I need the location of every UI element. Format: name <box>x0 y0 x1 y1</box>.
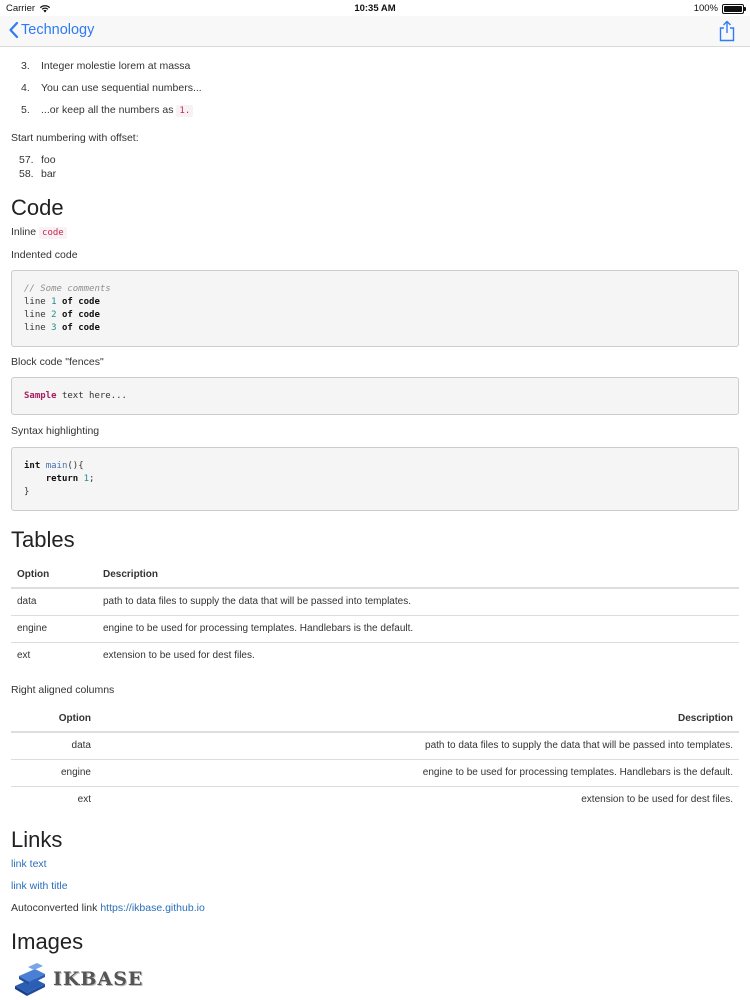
inline-code-line: Inline code <box>11 225 739 240</box>
column-header-option: Option <box>11 561 97 588</box>
autoconverted-link[interactable]: https://ikbase.github.io <box>100 902 205 914</box>
table-row: ext extension to be used for dest files. <box>11 642 739 669</box>
ordered-list <box>11 59 739 125</box>
status-bar <box>0 0 750 16</box>
navigation-bar <box>0 16 750 47</box>
list-item: 58. bar <box>19 168 57 180</box>
share-icon[interactable] <box>718 20 736 42</box>
article-content <box>11 47 739 1000</box>
table-row: engine engine to be used for processing templates. Handlebars is the default. <box>11 759 739 786</box>
offset-list <box>11 153 739 181</box>
heading-tables: Tables <box>11 527 75 552</box>
heading-code: Code <box>11 195 64 220</box>
battery-percent: 100% <box>693 3 718 14</box>
column-header-description: Description <box>97 705 739 732</box>
list-item: 57. foo <box>19 154 56 166</box>
status-time: 10:35 AM <box>354 3 396 14</box>
inline-code: 1. <box>176 105 193 117</box>
indented-code-label: Indented code <box>11 249 78 261</box>
table-header-row <box>11 561 739 588</box>
back-button-label: Technology <box>21 22 95 38</box>
list-item: 4. You can use sequential numbers... <box>21 82 202 94</box>
syntax-code-block: int main(){ return 1; } <box>11 447 739 511</box>
ikbase-logo-text: IKBASE <box>53 968 144 990</box>
autoconverted-link-line: Autoconverted link https://ikbase.github.io <box>11 902 205 914</box>
status-right <box>694 3 744 14</box>
carrier-label: Carrier <box>6 3 36 14</box>
right-aligned-label: Right aligned columns <box>11 684 115 696</box>
ikbase-logo-image <box>11 961 739 997</box>
link-text[interactable]: link text <box>11 858 47 870</box>
options-table <box>11 561 739 669</box>
chevron-left-icon <box>8 21 19 39</box>
syntax-highlight-label: Syntax highlighting <box>11 425 100 437</box>
battery-icon <box>722 4 744 14</box>
table-row: data path to data files to supply the data that will be passed into templates. <box>71 740 733 752</box>
table-row: ext extension to be used for dest files. <box>11 786 739 813</box>
database-logo-icon <box>11 962 49 996</box>
table-row: engine engine to be used for processing templates. Handlebars is the default. <box>11 615 739 642</box>
inline-code: code <box>39 227 67 239</box>
fence-code-label: Block code "fences" <box>11 356 104 368</box>
heading-images: Images <box>11 929 84 954</box>
table-header-row <box>11 705 739 732</box>
indented-code-block: // Some comments line 1 of code line 2 of code line 3 of code <box>11 270 739 347</box>
back-button[interactable] <box>8 21 94 39</box>
link-with-title[interactable]: link with title <box>11 880 68 892</box>
right-aligned-table <box>11 705 739 813</box>
list-item: 3. Integer molestie lorem at massa <box>21 60 191 72</box>
heading-links: Links <box>11 827 63 852</box>
fenced-code-block: Sample text here... <box>11 377 739 415</box>
column-header-description: Description <box>97 561 739 588</box>
table-row: data path to data files to supply the data that will be passed into templates. <box>17 596 411 608</box>
list-item: 5. ...or keep all the numbers as 1. <box>11 103 739 125</box>
offset-intro: Start numbering with offset: <box>11 132 139 144</box>
column-header-option: Option <box>11 705 97 732</box>
